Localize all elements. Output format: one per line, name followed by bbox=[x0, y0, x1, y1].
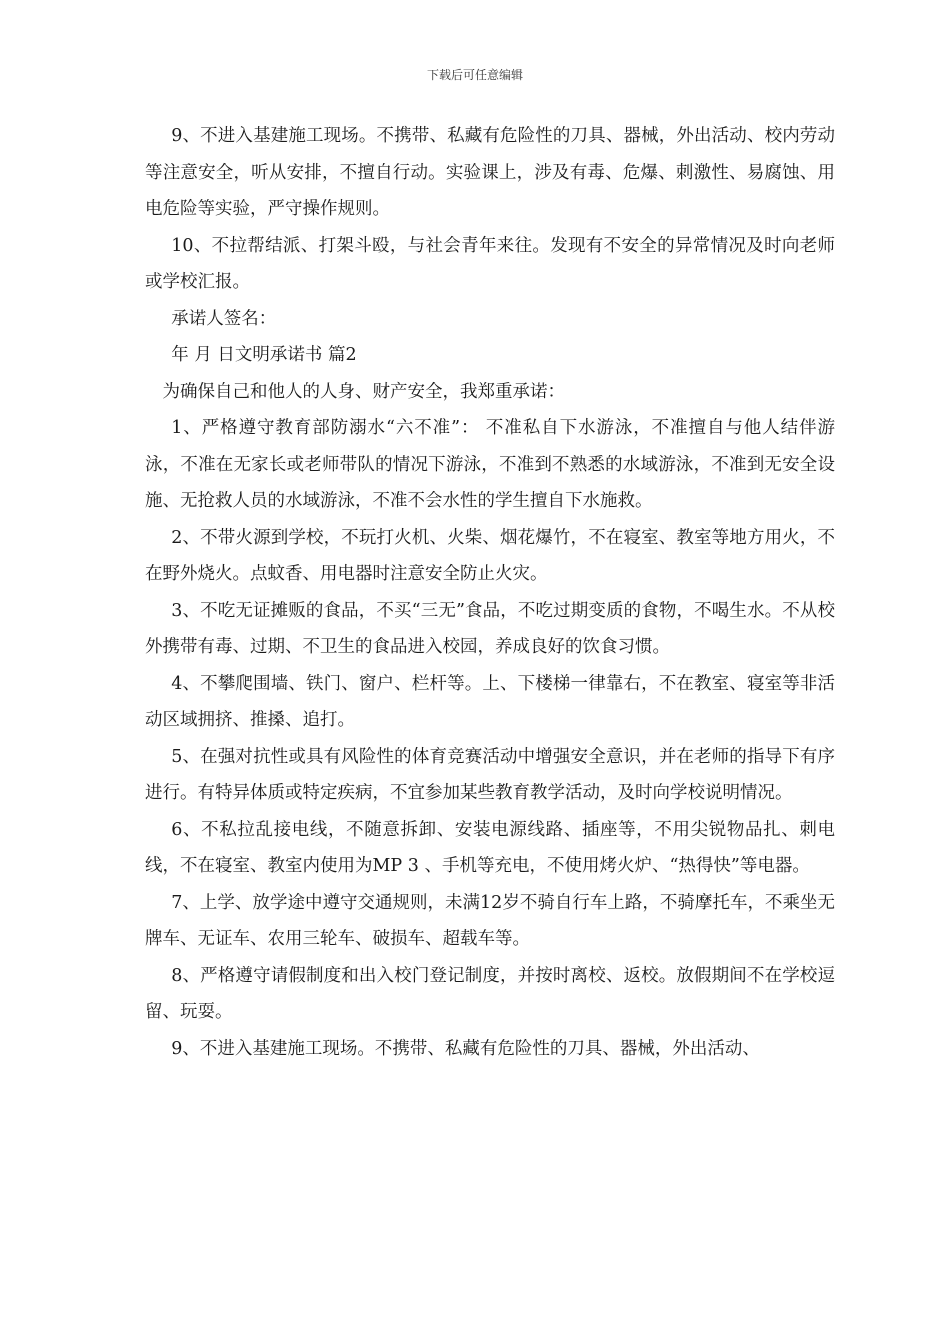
paragraph-signature: 承诺人签名： bbox=[171, 308, 277, 329]
paragraph-item-7: 7、上学、放学途中遵守交通规则，未满12岁不骑自行车上路，不骑摩托车，不乘坐无牌车、无证车、农用三轮车、破损车、超载车等。 bbox=[145, 892, 835, 949]
paragraph-rule-9: 9、不进入基建施工现场。不携带、私藏有危险性的刀具、器械，外出活动、校内劳动等注意安全，听从安排，不擅自行动。实验课上，涉及有毒、危爆、刺激性、易腐蚀、用电危险等实验，严守操作规则。 bbox=[145, 126, 835, 219]
paragraph-item-1: 1、严格遵守教育部防溺水“六不准”： 不准私自下水游泳，不准擅自与他人结伴游泳，不准在无家长或老师带队的情况下游泳，不准到不熟悉的水域游泳，不准到无安全设施、无抢救人员的水域游泳，不准不会水性的学生擅自下水施救。 bbox=[145, 418, 835, 511]
paragraph-item-8: 8、严格遵守请假制度和出入校门登记制度，并按时离校、返校。放假期间不在学校逗留、玩耍。 bbox=[145, 965, 835, 1022]
paragraph-rule-10: 10、不拉帮结派、打架斗殴，与社会青年来往。发现有不安全的异常情况及时向老师或学校汇报。 bbox=[145, 235, 835, 292]
header-note: 下载后可任意编辑 bbox=[426, 68, 523, 82]
document-body bbox=[145, 118, 835, 1067]
paragraph-item-3: 3、不吃无证摊贩的食品，不买“三无”食品，不吃过期变质的食物，不喝生水。不从校外携带有毒、过期、不卫生的食品进入校园，养成良好的饮食习惯。 bbox=[145, 600, 835, 657]
paragraph-item-9: 9、不进入基建施工现场。不携带、私藏有危险性的刀具、器械，外出活动、 bbox=[171, 1038, 760, 1059]
paragraph-item-6: 6、不私拉乱接电线，不随意拆卸、安装电源线路、插座等，不用尖锐物品扎、刺电线，不在寝室、教室内使用为MP 3 、手机等充电，不使用烤火炉、“热得快”等电器。 bbox=[145, 819, 835, 876]
paragraph-item-2: 2、不带火源到学校，不玩打火机、火柴、烟花爆竹，不在寝室、教室等地方用火，不在野外烧火。点蚊香、用电器时注意安全防止火灾。 bbox=[145, 527, 835, 584]
paragraph-item-4: 4、不攀爬围墙、铁门、窗户、栏杆等。上、下楼梯一律靠右，不在教室、寝室等非活动区域拥挤、推搡、追打。 bbox=[145, 673, 835, 730]
paragraph-item-5: 5、在强对抗性或具有风险性的体育竞赛活动中增强安全意识，并在老师的指导下有序进行。有特异体质或特定疾病，不宜参加某些教育教学活动，及时向学校说明情况。 bbox=[145, 746, 835, 803]
paragraph-date-title: 年 月 日文明承诺书 篇2 bbox=[171, 345, 357, 365]
paragraph-intro: 为确保自己和他人的人身、财产安全，我郑重承诺： bbox=[162, 381, 565, 402]
